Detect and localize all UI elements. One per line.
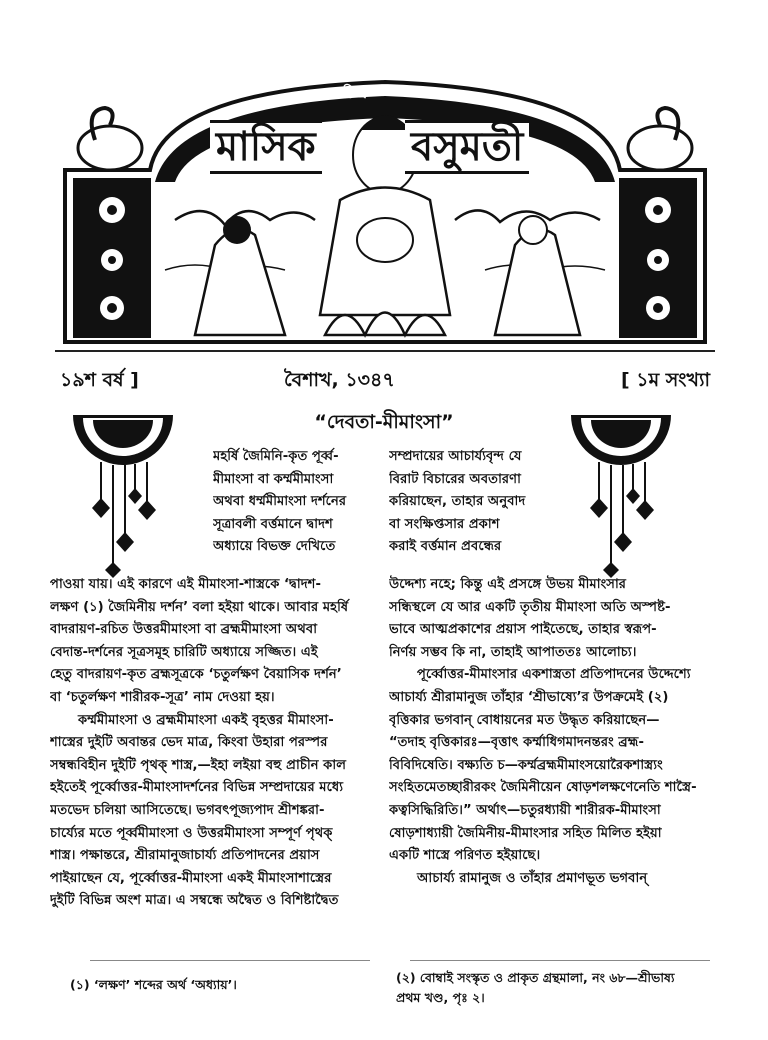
text-line: মতভেদ চলিয়া আসিতেছে। ভগবৎপূজ্যপাদ শ্রীশঙ্করা- xyxy=(50,802,325,818)
text-line: চার্য্যের মতে পূর্ব্বমীমাংসা ও উত্তরমীমাংসা সম্পূর্ণ পৃথক্ xyxy=(50,825,333,841)
text-line: মীমাংসা বা কর্ম্মমীমাংসা xyxy=(213,471,334,487)
masthead-art xyxy=(55,70,715,345)
text-line: অধ্যায়ে বিভক্ত দেখিতে xyxy=(213,539,336,555)
text-line: মহর্ষি জৈমিনি-কৃত পূর্ব্ব- xyxy=(213,449,339,464)
text-line: করিয়াছেন, তাহার অনুবাদ xyxy=(389,494,526,510)
text-line: কত্বসিদ্ধিরিতি।” অর্থাৎ—চতুরধ্যায়ী শারীরক-মীমাংসা xyxy=(389,802,661,818)
text-line: শাস্ত্র। পক্ষান্তরে, শ্রীরামানুজাচার্য্য প্রতিপাদনের প্রয়াস xyxy=(50,848,320,864)
text-line: সূত্রাবলী বর্ত্তমানে দ্বাদশ xyxy=(213,516,333,532)
text-line: ভাবে আত্মপ্রকাশের প্রয়াস পাইতেছে, তাহার স্বরূপ- xyxy=(389,622,657,638)
text-line: সংহিতমেতচ্ছারীরকং জৈমিনীয়েন ষোড়শলক্ষণেনেতি শাস্ত্রৈ- xyxy=(389,780,697,796)
text-line: বৃত্তিকার ভগবান্ বোধায়নের মত উদ্ধৃত করিয়াছেন— xyxy=(389,712,660,728)
text-line: হেতু বাদরায়ণ-কৃত ব্রহ্মসূত্রকে ‘চতুর্লক্ষণ বৈয়াসিক দর্শন’ xyxy=(50,667,342,683)
text-line: বিবিদিষেতি। বক্ষ্যতি চ—কর্ম্মব্রহ্মমীমাংসয়োরৈকশাস্ত্র্যং xyxy=(389,757,663,773)
text-line: নির্ণয় সম্ভব কি না, তাহাই আপাততঃ আলোচ্য। xyxy=(389,644,637,660)
text-line: দুইটি বিভিন্ন অংশ মাত্র। এ সম্বন্ধে অদ্বৈত ও বিশিষ্টাদ্বৈত xyxy=(50,893,339,909)
text-line: “তদাহ বৃত্তিকারঃ—বৃত্তাৎ কর্ম্মাধিগমাদনন্তরং ব্রহ্ম- xyxy=(389,735,644,751)
text-line: বিরাট বিচারের অবতারণা xyxy=(389,471,521,487)
text-line: সম্বন্ধবিহীন দুইটি পৃথক্ শাস্ত্র,—ইহা লইয়া বহু প্রাচীন কাল xyxy=(50,757,347,773)
footnote-2-line-2: প্রথম খণ্ড, পৃঃ ২। xyxy=(396,990,485,1005)
article-title: “দেবতা-মীমাংসা” xyxy=(314,411,454,433)
text-line: সন্ধিস্থলে যে আর একটি তৃতীয় মীমাংসা অতি অস্পষ্ট- xyxy=(389,599,671,615)
text-line: লক্ষণ (১) জৈমিনীয় দর্শন’ বলা হইয়া থাকে। আবার মহর্ষি xyxy=(50,599,349,615)
text-line: অথবা ধর্ম্মমীমাংসা দর্শনের xyxy=(213,494,347,510)
text-line: উদ্দেশ্য নহে; কিন্তু এই প্রসঙ্গে উভয় মীমাংসার xyxy=(389,577,627,592)
footnote-rule-left xyxy=(90,960,370,961)
issue-date: বৈশাখ, ১৩৪৭ xyxy=(284,369,395,391)
text-line: বেদান্ত-দর্শনের সূত্রসমূহ চারিটি অধ্যায়ে সজ্জিত। এই xyxy=(50,644,318,660)
footnote-2-line-1: (২) বোম্বাই সংস্কৃত ও প্রাকৃত গ্রন্থমালা, নং ৬৮—শ্রীভাষ্য xyxy=(396,970,675,985)
paragraph-start-line: কর্ম্মমীমাংসা ও ব্রহ্মমীমাংসা একই বৃহত্তর মীমাংসা- xyxy=(78,712,334,728)
paragraph-start-line: পূর্ব্বোত্তর-মীমাংসার একশাস্ত্রতা প্রতিপাদনের উদ্দেশ্যে xyxy=(417,667,691,683)
pendant-ornament-left-icon xyxy=(68,410,178,580)
text-line: বা ‘চতুর্লক্ষণ শারীরক-সূত্র’ নাম দেওয়া হয়। xyxy=(50,689,275,705)
right-column-intro xyxy=(389,446,559,559)
right-column-body xyxy=(389,574,719,890)
issue-number: [ ১ম সংখ্যা xyxy=(620,369,710,391)
text-line: বা সংক্ষিপ্তসার প্রকাশ xyxy=(389,516,500,532)
text-line: পাইয়াছেন যে, পূর্ব্বোত্তর-মীমাংসা একই মীমাংসাশাস্ত্রের xyxy=(50,870,332,886)
text-line: আচার্য্য শ্রীরামানুজ তাঁহার ‘শ্রীভাষ্যে’র উপক্রমেই (২) xyxy=(389,689,669,705)
text-line: পাওয়া যায়। এই কারণে এই মীমাংসা-শাস্ত্রকে ‘দ্বাদশ- xyxy=(50,577,321,592)
issue-line xyxy=(60,366,710,394)
footnote-2 xyxy=(396,968,716,1008)
text-line: করাই বর্ত্তমান প্রবন্ধের xyxy=(389,539,502,555)
pendant-ornament-right-icon xyxy=(566,410,676,580)
masthead-rule xyxy=(55,350,715,352)
footnote-1: (১) ‘লক্ষণ’ শব্দের অর্থ ‘অধ্যায়’। xyxy=(70,977,237,992)
text-line: একটি শাস্ত্রে পরিণত হইয়াছে। xyxy=(389,848,541,864)
masthead-subtitle: সচিত্র xyxy=(331,84,369,102)
text-line: শাস্ত্রের দুইটি অবান্তর ভেদ মাত্র, কিংবা উহারা পরস্পর xyxy=(50,735,328,751)
left-column-body xyxy=(50,574,380,913)
text-line: সম্প্রদায়ের আচার্য্যবৃন্দ যে xyxy=(389,449,522,464)
masthead-title-right: বসুমতী xyxy=(405,120,529,174)
text-line: বাদরায়ণ-রচিত উত্তরমীমাংসা বা ব্রহ্মমীমাংসা অথবা xyxy=(50,622,318,638)
left-column-intro xyxy=(213,446,378,559)
text-line: ষোড়শাধ্যায়ী জৈমিনীয়-মীমাংসার সহিত মিলিত হইয়া xyxy=(389,825,662,841)
footnote-rule-right xyxy=(410,960,710,961)
masthead-illustration xyxy=(55,70,715,345)
text-line: হইতেই পূর্ব্বোত্তর-মীমাংসাদর্শনের বিভিন্ন সম্প্রদায়ের মধ্যে xyxy=(50,780,344,796)
paragraph-start-line: আচার্য্য রামানুজ ও তাঁহার প্রমাণভূত ভগবান্ xyxy=(417,870,648,886)
issue-year: ১৯শ বর্ষ ] xyxy=(60,369,139,391)
masthead-title-left: মাসিক xyxy=(210,120,322,174)
